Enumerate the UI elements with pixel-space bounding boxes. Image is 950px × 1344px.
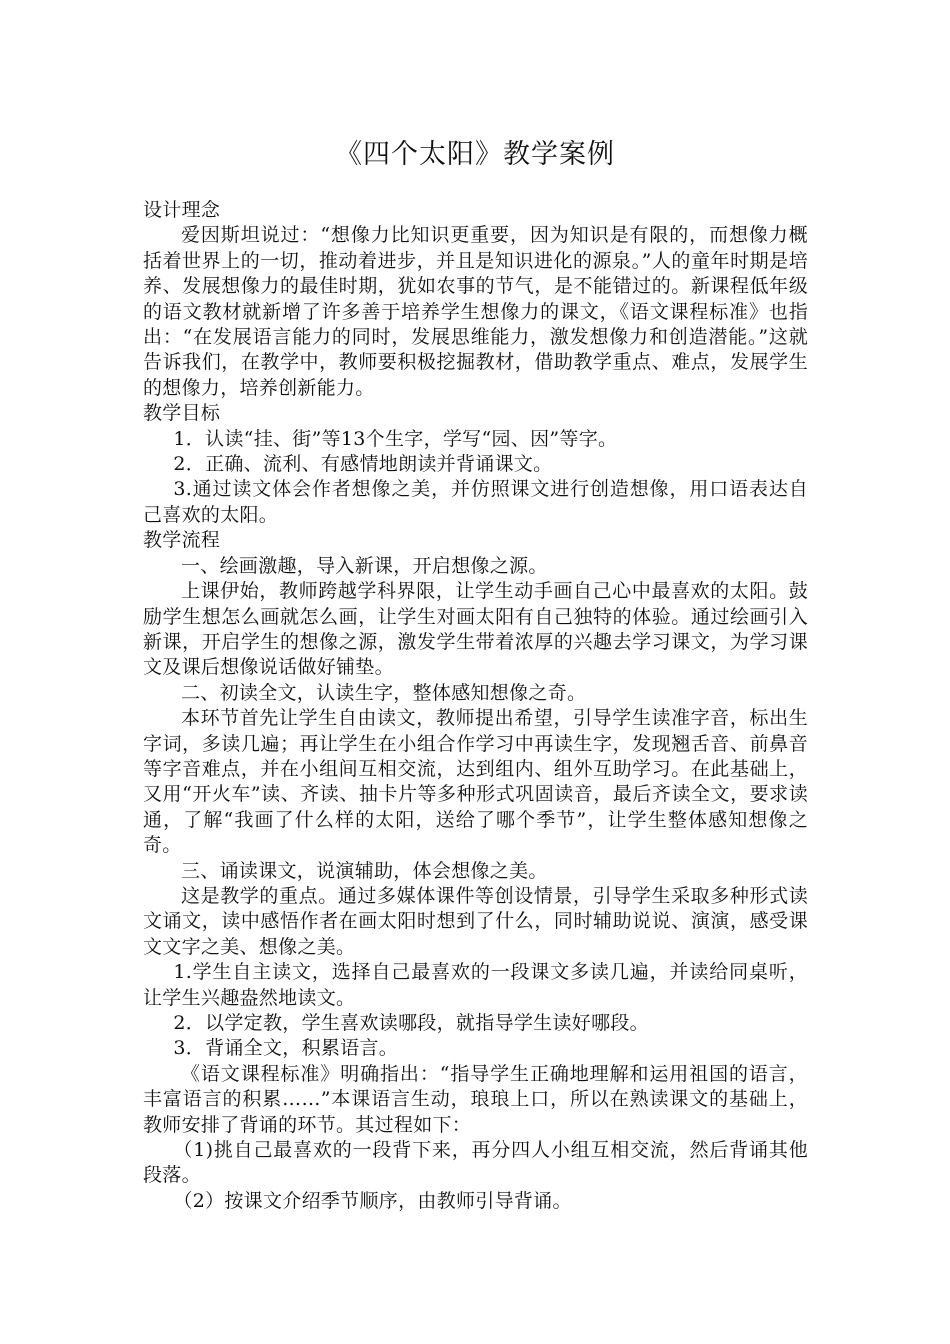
process-step-3-substep-1: （1)挑自己最喜欢的一段背下来，再分四人小组互相交流，然后背诵其他段落。 <box>143 1139 808 1187</box>
paragraph-design-intro: 爱因斯坦说过：“想像力比知识更重要，因为知识是有限的，而想像力概括着世界上的一切，推动着进步，并且是知识进化的源泉。”人的童年时期是培养、发展想像力的最佳时期，犹如农事的节气，是不能错过的。新课程低年级的语文教材就新增了许多善于培养学生想像力的课文，《语文课程标准》也指出：“在发展语言能力的同时，发展思维能力，激发想像力和创造潜能。”这就告诉我们，在教学中，教师要积极挖掘教材，借助教学重点、难点，发展学生的想像力，培养创新能力。 <box>143 224 808 399</box>
process-step-3-item-3: 3．背诵全文，积累语言。 <box>173 1037 399 1060</box>
goal-item-1: 1．认读“挂、街”等13个生字，学写“园、因”等字。 <box>173 427 618 450</box>
process-step-1-text: 上课伊始，教师跨越学科界限，让学生动手画自己心中最喜欢的太阳。鼓励学生想怎么画就怎么画，让学生对画太阳有自己独特的体验。通过绘画引入新课，开启学生的想像之源，激发学生带着浓厚的兴趣去学习课文，为学习课文及课后想像说话做好铺垫。 <box>143 580 808 679</box>
process-step-3-item-2: 2．以学定教，学生喜欢读哪段，就指导学生读好哪段。 <box>173 1012 649 1034</box>
process-step-3-quote: 《语文课程标准》明确指出：“指导学生正确地理解和运用祖国的语言，丰富语言的积累……”本课语言生动，琅琅上口，所以在熟读课文的基础上，教师安排了背诵的环节。其过程如下： <box>143 1062 808 1136</box>
goal-item-3: 3.通过读文体会作者想像之美，并仿照课文进行创造想像，用口语表达自己喜欢的太阳。 <box>143 478 808 526</box>
process-step-2-text: 本环节首先让学生自由读文，教师提出希望，引导学生读准字音，标出生字词，多读几遍；再让学生在小组合作学习中再读生字，发现翘舌音、前鼻音等字音难点，并在小组间互相交流，达到组内、组外互助学习。在此基础上，又用“开火车”读、齐读、抽卡片等多种形式巩固读音，最后齐读全文，要求读通，了解“我画了什么样的太阳，送给了哪个季节”，让学生整体感知想像之奇。 <box>143 707 808 857</box>
process-step-1-title: 一、绘画激趣，导入新课，开启想像之源。 <box>181 554 548 577</box>
process-step-3-title: 三、诵读课文，说演辅助，体会想像之美。 <box>181 859 548 882</box>
goal-item-2: 2．正确、流利、有感情地朗读并背诵课文。 <box>173 453 553 476</box>
section-heading-process: 教学流程 <box>143 529 221 552</box>
section-heading-goals: 教学目标 <box>143 402 221 425</box>
process-step-3-substep-2: （2）按课文介绍季节顺序，由教师引导背诵。 <box>173 1189 572 1212</box>
document-title: 《四个太阳》教学案例 <box>335 139 615 170</box>
process-step-3-item-1: 1.学生自主读文，选择自己最喜欢的一段课文多读几遍，并读给同桌听，让学生兴趣盎然地读文。 <box>143 961 808 1009</box>
document-body <box>143 198 808 1214</box>
process-step-3-text: 这是教学的重点。通过多媒体课件等创设情景，引导学生采取多种形式读文诵文，读中感悟作者在画太阳时想到了什么，同时辅助说说、演演，感受课文文字之美、想像之美。 <box>143 884 808 958</box>
process-step-2-title: 二、初读全文，认读生字，整体感知想像之奇。 <box>181 681 587 704</box>
section-heading-design: 设计理念 <box>143 199 221 221</box>
